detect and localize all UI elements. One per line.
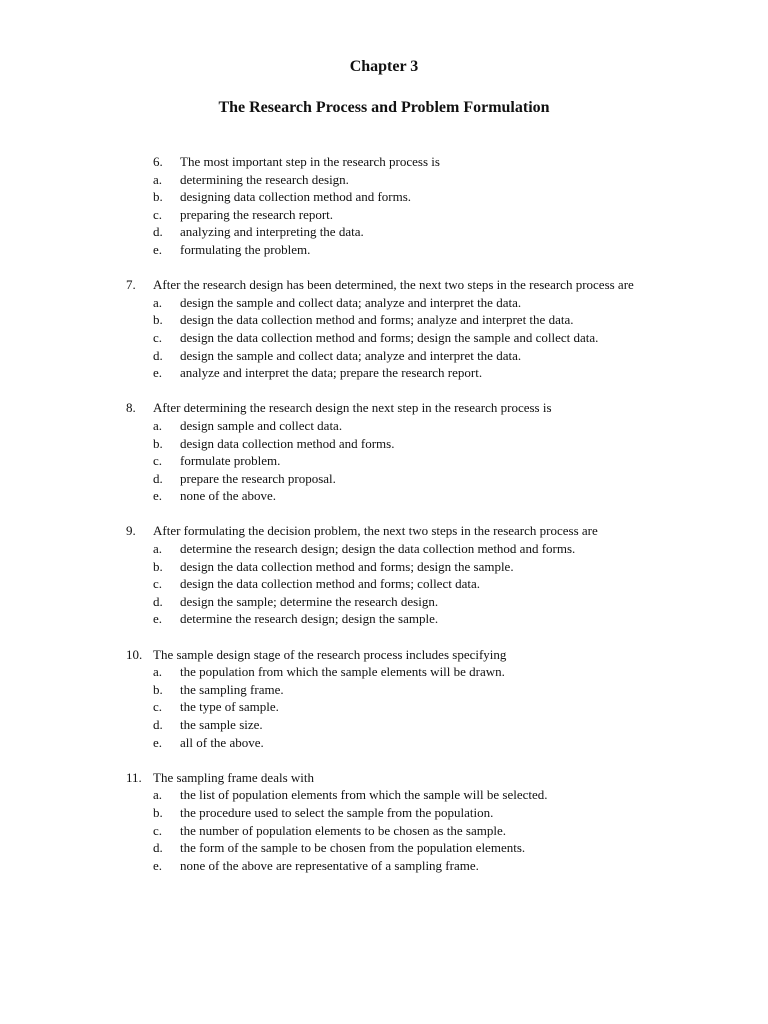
question-11 — [0, 769, 768, 875]
option-text: analyzing and interpreting the data. — [180, 224, 364, 240]
answer-option — [0, 610, 768, 628]
option-text: the type of sample. — [180, 699, 279, 715]
question-text: The most important step in the research process is — [180, 154, 440, 169]
option-text: the number of population elements to be chosen as the sample. — [180, 822, 506, 838]
option-letter: d. — [153, 470, 163, 486]
option-text: none of the above. — [180, 488, 277, 504]
question-text: The sampling frame deals with — [153, 769, 315, 785]
question-stem — [0, 153, 768, 171]
option-letter: c. — [153, 576, 163, 592]
option-text: design data collection method and forms. — [180, 435, 395, 451]
option-letter: e. — [153, 365, 163, 381]
question-8 — [0, 399, 768, 505]
answer-option — [0, 364, 768, 382]
question-number: 6. — [153, 154, 163, 169]
option-letter: e. — [153, 857, 163, 873]
question-text: After the research design has been determined, the next two steps in the research process are — [153, 277, 634, 293]
option-text: design sample and collect data. — [180, 417, 343, 433]
answer-option — [0, 435, 768, 453]
page-title: The Research Process and Problem Formulation — [218, 99, 550, 116]
question-number: 7. — [126, 277, 136, 293]
answer-option — [0, 804, 768, 822]
option-text: formulate problem. — [180, 453, 281, 469]
option-text: the sample size. — [180, 717, 263, 732]
answer-option — [0, 786, 768, 804]
option-letter: a. — [153, 171, 163, 187]
answer-option — [0, 294, 768, 312]
question-stem — [0, 276, 768, 294]
option-letter: b. — [153, 804, 163, 820]
option-letter: c. — [153, 329, 163, 345]
option-text: analyze and interpret the data; prepare the research report. — [180, 365, 483, 381]
question-number: 11. — [126, 769, 142, 785]
option-letter: b. — [153, 558, 163, 574]
answer-option — [0, 452, 768, 470]
question-7 — [0, 276, 768, 382]
option-letter: c. — [153, 699, 163, 715]
option-text: design the sample; determine the research design. — [180, 593, 439, 609]
answer-option — [0, 188, 768, 206]
answer-option — [0, 575, 768, 593]
question-stem — [0, 399, 768, 417]
question-number: 9. — [126, 523, 136, 539]
option-text: the form of the sample to be chosen from the population elements. — [180, 840, 526, 856]
option-text: design the sample and collect data; analyze and interpret the data. — [180, 347, 522, 363]
answer-option — [0, 839, 768, 857]
answer-option — [0, 206, 768, 224]
answer-option — [0, 487, 768, 505]
question-text: After formulating the decision problem, the next two steps in the research process are — [153, 523, 598, 539]
option-letter: b. — [153, 312, 163, 328]
option-text: determine the research design; design the sample. — [180, 611, 439, 627]
question-stem — [0, 522, 768, 540]
option-text: determining the research design. — [180, 171, 349, 187]
answer-option — [0, 470, 768, 488]
answer-option — [0, 329, 768, 347]
answer-option — [0, 663, 768, 681]
option-letter: d. — [153, 347, 163, 363]
answer-option — [0, 558, 768, 576]
option-text: formulating the problem. — [180, 241, 311, 257]
question-10 — [0, 646, 768, 752]
option-text: the list of population elements from which the sample will be selected. — [180, 787, 548, 803]
option-text: design the data collection method and forms; design the sample. — [180, 558, 514, 574]
answer-option — [0, 311, 768, 329]
option-letter: b. — [153, 681, 163, 697]
answer-option — [0, 822, 768, 840]
question-number: 10. — [126, 646, 143, 662]
option-letter: d. — [153, 840, 163, 856]
option-letter: c. — [153, 206, 163, 222]
option-letter: c. — [153, 822, 163, 838]
answer-option — [0, 593, 768, 611]
question-number: 8. — [126, 400, 136, 416]
option-text: designing data collection method and forms. — [180, 189, 412, 205]
answer-option — [0, 417, 768, 435]
option-text: determine the research design; design the data collection method and forms. — [180, 541, 576, 557]
option-text: the population from which the sample elements will be drawn. — [180, 664, 505, 680]
option-letter: a. — [153, 417, 163, 433]
option-letter: d. — [153, 717, 163, 732]
answer-option — [0, 171, 768, 189]
option-letter: d. — [153, 224, 163, 240]
option-letter: a. — [153, 541, 163, 557]
chapter-heading: Chapter 3 — [349, 58, 419, 75]
option-letter: e. — [153, 734, 163, 750]
answer-option — [0, 347, 768, 365]
option-letter: a. — [153, 664, 163, 680]
option-text: design the data collection method and forms; design the sample and collect data. — [180, 329, 599, 345]
question-text: After determining the research design the next step in the research process is — [153, 400, 552, 416]
question-text: The sample design stage of the research process includes specifying — [153, 646, 507, 662]
question-stem — [0, 769, 768, 787]
option-text: prepare the research proposal. — [180, 470, 336, 486]
option-text: design the data collection method and forms; collect data. — [180, 576, 480, 592]
answer-option — [0, 223, 768, 241]
question-list — [0, 153, 768, 892]
answer-option — [0, 698, 768, 716]
question-6 — [0, 153, 768, 259]
option-text: the procedure used to select the sample from the population. — [180, 804, 494, 820]
answer-option — [0, 734, 768, 752]
option-letter: a. — [153, 294, 163, 310]
option-letter: b. — [153, 189, 163, 205]
option-letter: e. — [153, 241, 163, 257]
answer-option — [0, 241, 768, 259]
option-letter: b. — [153, 435, 163, 451]
option-letter: a. — [153, 787, 163, 803]
option-letter: e. — [153, 488, 163, 504]
question-9 — [0, 522, 768, 628]
option-text: all of the above. — [180, 734, 264, 750]
option-text: design the data collection method and forms; analyze and interpret the data. — [180, 312, 574, 328]
answer-option — [0, 857, 768, 875]
option-text: design the sample and collect data; analyze and interpret the data. — [180, 294, 522, 310]
option-letter: d. — [153, 593, 163, 609]
option-letter: c. — [153, 453, 163, 469]
option-letter: e. — [153, 611, 163, 627]
option-text: none of the above are representative of a sampling frame. — [180, 857, 479, 873]
question-stem — [0, 646, 768, 664]
option-text: preparing the research report. — [180, 206, 334, 222]
answer-option — [0, 716, 768, 734]
answer-option — [0, 681, 768, 699]
answer-option — [0, 540, 768, 558]
option-text: the sampling frame. — [180, 681, 284, 697]
